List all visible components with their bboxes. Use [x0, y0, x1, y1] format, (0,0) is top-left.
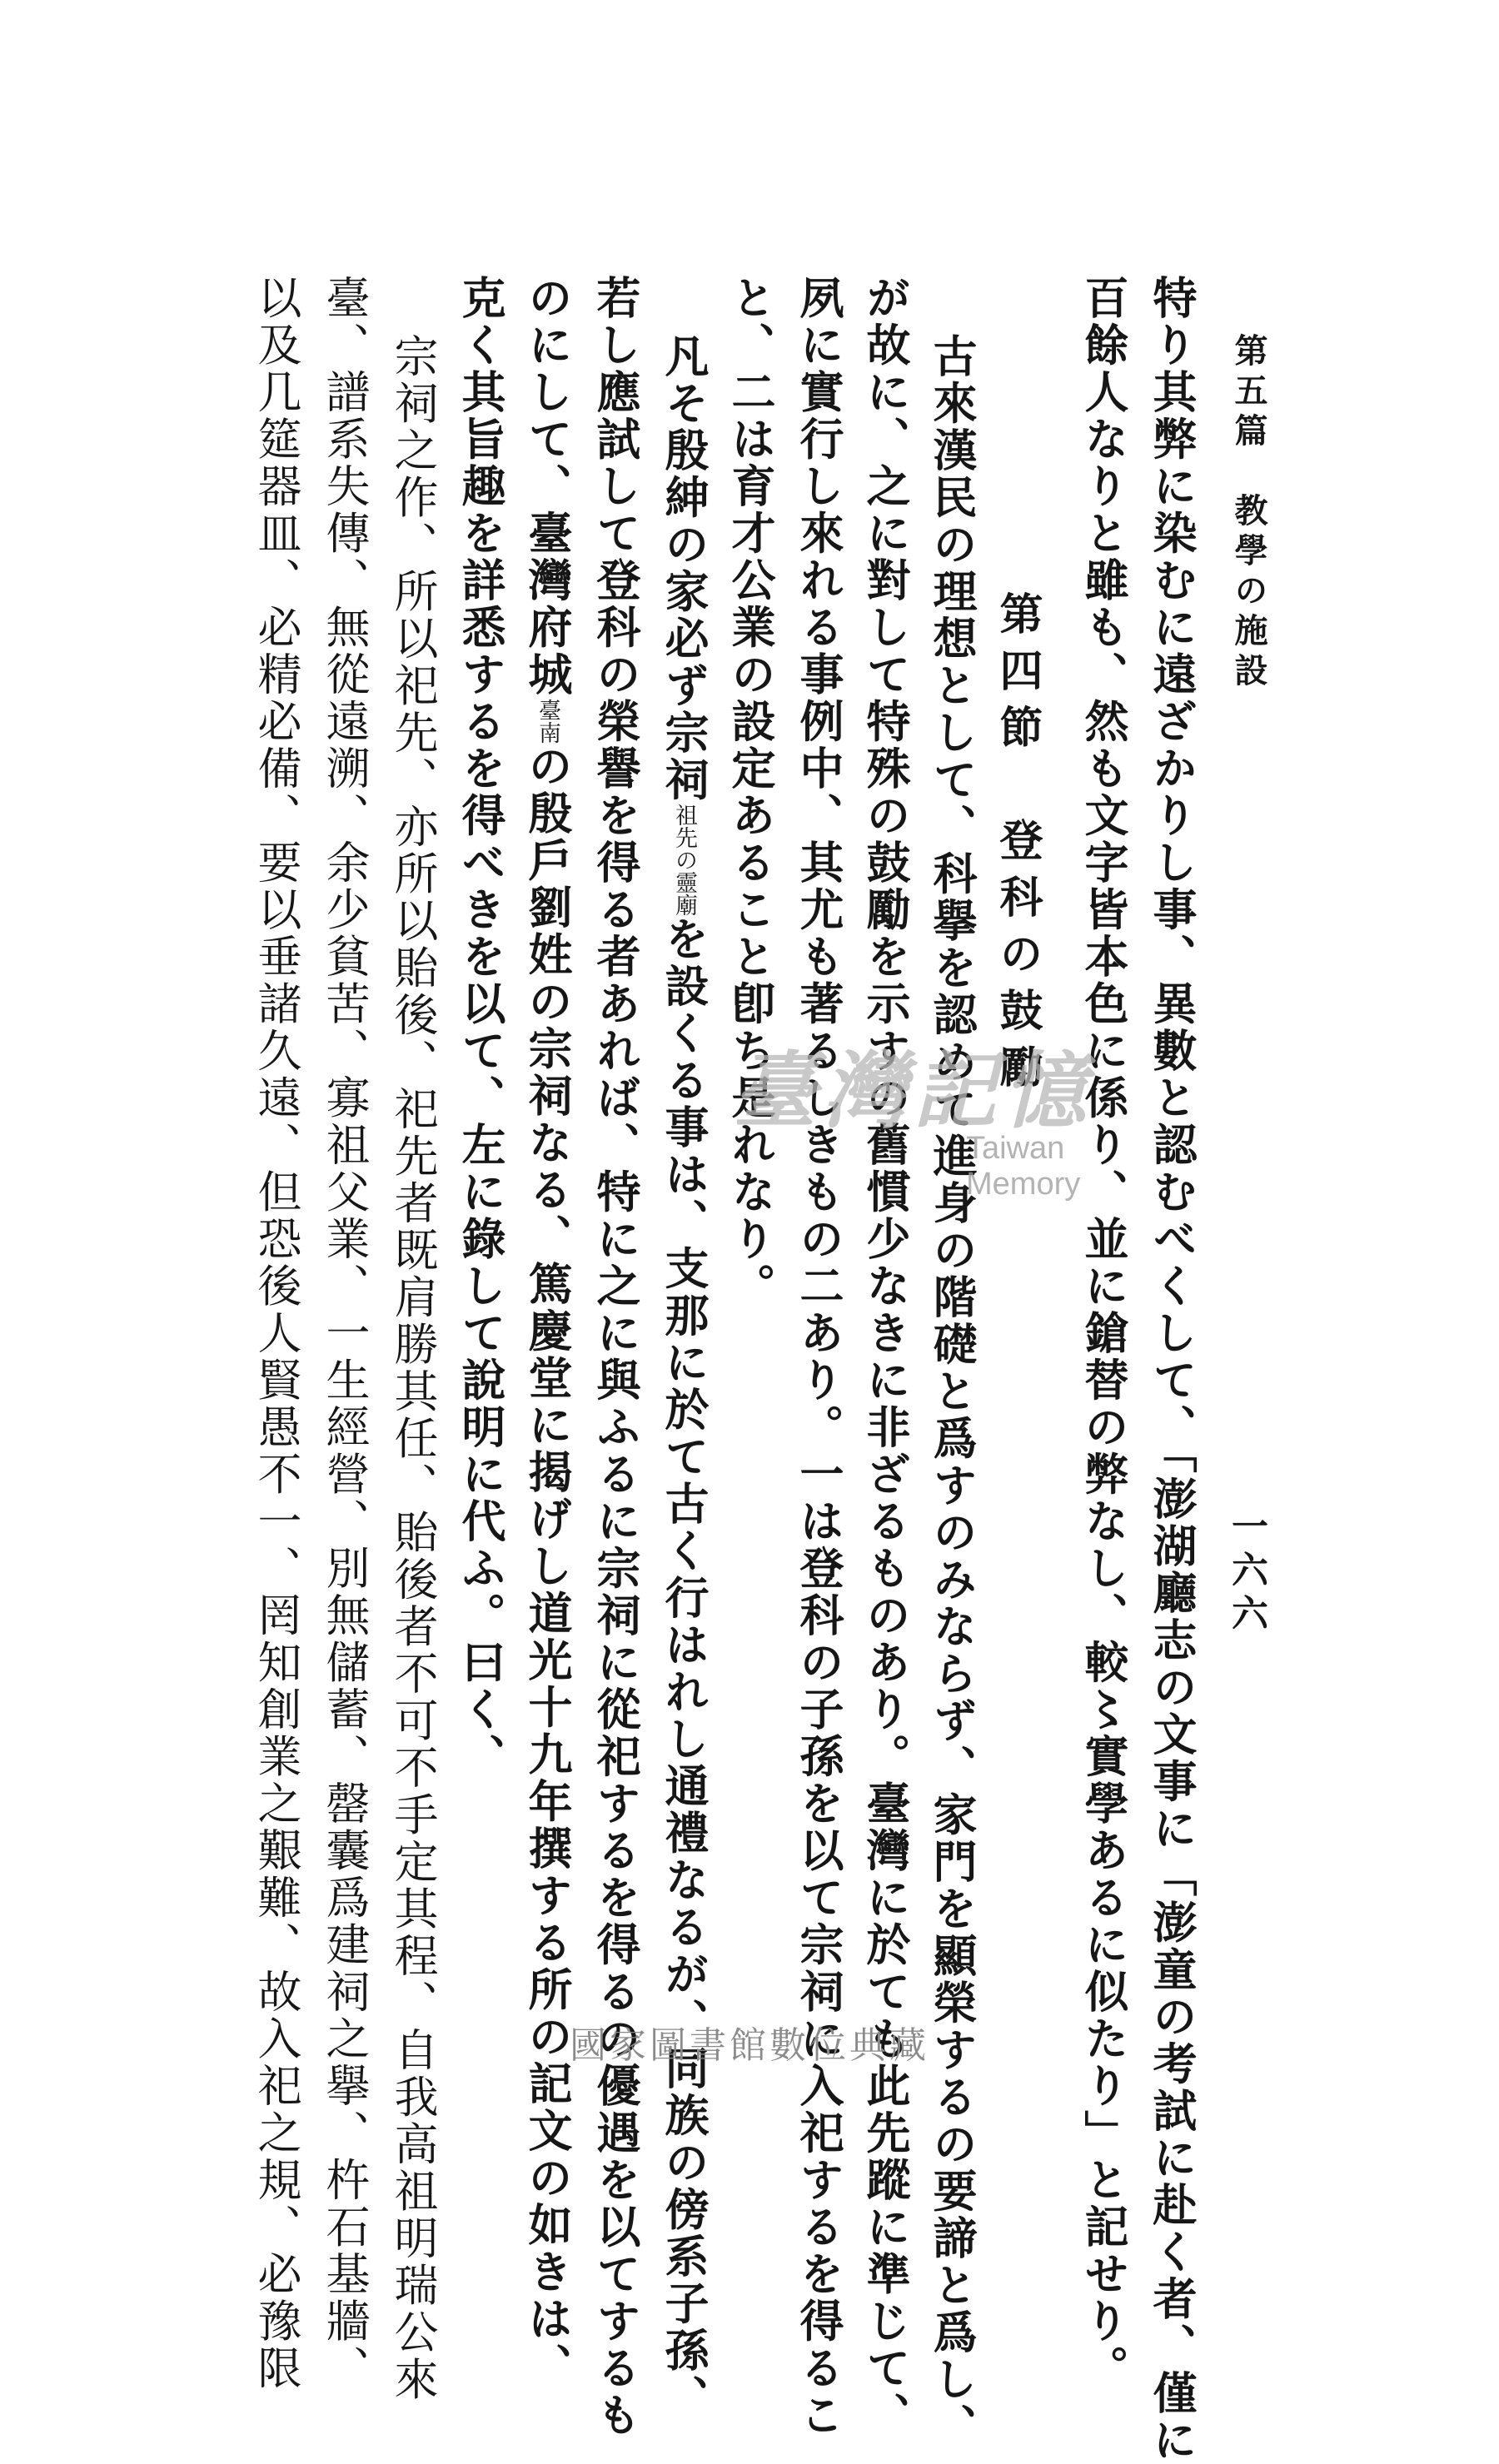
- text-column-6: と、二は育才公業の設定あること卽ち是れなり。: [725, 275, 776, 1310]
- text-column-1: 特り其弊に染むに遠ざかりし事、異數と認むべくして、「澎湖廳志の文事に「澎童の考試に赴く者、僅に: [1146, 275, 1198, 2464]
- text-column-7: [656, 333, 711, 2422]
- running-head: 第五篇 教學の施設: [1229, 333, 1268, 693]
- text-column-4: が故に、之に對して特殊の鼓勵を示すの舊慣少なきに非ざるものあり。臺灣に於ても此先蹤に準じて、: [859, 275, 911, 2439]
- page-number: 一六六: [1225, 1507, 1267, 1637]
- text-column-8: 若し應試して登科の榮譽を得る者あれば、特に之に與ふるに宗祠に從祀するを得るの優遇を以てするも: [590, 275, 641, 2439]
- text-column-10: 克く其旨趣を詳悉するを得べきを以て、左に錄して說明に代ふ。曰く、: [455, 275, 506, 1780]
- column-9-part-1: のにして、臺灣府城: [521, 275, 573, 699]
- quote-column-1: 宗祠之作、所以祀先、亦所以貽後、祀先者既肩勝其任、貽後者不可不手定其程、自我高祖明瑞公來: [387, 333, 438, 2403]
- quote-column-3: 以及几筵器皿、必精必備、要以垂諸久遠、但恐後人賢愚不一、罔知創業之艱難、故入祀之規、必豫限: [251, 275, 301, 2392]
- text-column-9: [520, 275, 575, 2390]
- section-heading: 第四節 登科の鼓勵: [992, 591, 1043, 1101]
- text-column-5: 夙に實行し來れる事例中、其尤も著るしきもの二あり。一は登科の子孫を以て宗祠に入祀するを得るこ: [793, 275, 844, 2439]
- inline-note-ancestral-shrine: 祖先の靈廟: [671, 804, 697, 916]
- column-9-part-2: の殷戶劉姓の宗祠なる、篤慶堂に揭げし道光十九年撰する所の記文の如きは、: [521, 743, 573, 2390]
- column-7-part-1: 凡そ殷紳の家必ず宗祠: [658, 333, 710, 804]
- text-column-3: 古來漢民の理想として、科擧を認めて進身の階礎と爲すのみならず、家門を顯榮するの要諦と爲し、: [926, 333, 978, 2451]
- column-7-part-2: を設くる事は、支那に於て古く行はれし通禮なるが、同族の傍系子孫、: [658, 916, 710, 2422]
- inline-note-tainan: 臺南: [535, 698, 560, 744]
- text-column-2: 百餘人なりと雖も、然も文字皆本色に係り、並に鎗替の弊なし、較〻實學あるに似たり」と記せり。: [1078, 275, 1129, 2392]
- watermark-text: 臺灣記憶: [733, 1042, 1093, 1140]
- quote-column-2: 臺、譜系失傳、無從遠溯、余少貧苦、寡祖父業、一生經營、別無儲蓄、罄囊爲建祠之擧、杵石基牆、: [319, 275, 370, 2392]
- taiwan-memory-watermark: [733, 1024, 1183, 1202]
- watermark-subtext: Taiwan Memory: [966, 1131, 1081, 1202]
- footer-credit: 國家圖書館數位典藏: [570, 2024, 929, 2067]
